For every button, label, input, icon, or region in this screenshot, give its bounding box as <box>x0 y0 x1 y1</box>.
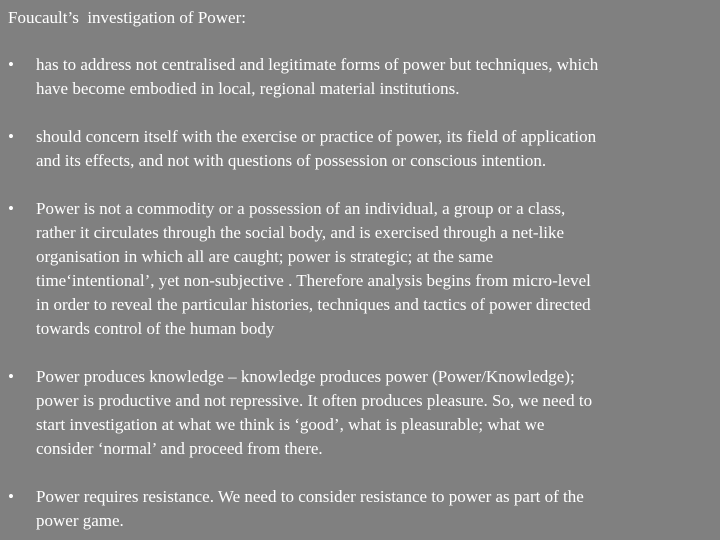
bullet-text: has to address not centralised and legitimate forms of power but techniques, which have become embodied in local, regional material institutions. <box>36 55 599 98</box>
bullet-glyph: • <box>8 487 14 506</box>
bullet-text: should concern itself with the exercise or practice of power, its field of application and its effects, and not with questions of possession or conscious intention. <box>36 127 597 170</box>
bullet-text: Power requires resistance. We need to consider resistance to power as part of the power game. <box>36 487 584 530</box>
bullet-glyph: • <box>8 55 14 74</box>
slide-title: Foucault’s investigation of Power: <box>8 8 246 27</box>
bullet-glyph: • <box>8 127 14 146</box>
bullet-text: Power is not a commodity or a possession of an individual, a group or a class, rather it circulates through the social body, and is exercised through a net-like organisation in which all are caught; power is strategic; at the same time‘intentional’, yet non-subjective . Therefore analysis begins from micro-level in order to reveal the particular histories, techniques and tactics of power directed towards control of the human body <box>36 199 591 338</box>
bullet-glyph: • <box>8 367 14 386</box>
bullet-text: Power produces knowledge – knowledge produces power (Power/Knowledge); power is productive and not repressive. It often produces pleasure. So, we need to start investigation at what we think is ‘good’, what is pleasurable; what we consider ‘normal’ and proceed from there. <box>36 367 593 458</box>
bullet-glyph: • <box>8 199 14 218</box>
